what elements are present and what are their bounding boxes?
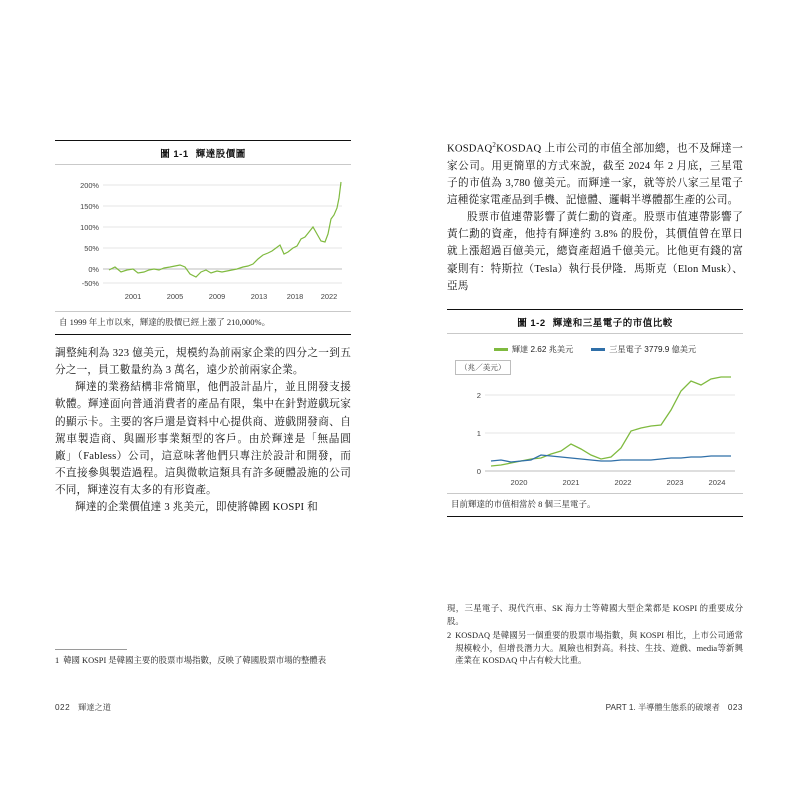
svg-text:-50%: -50% (81, 279, 99, 288)
left-body-text (55, 345, 351, 517)
legend-label-samsung: 三星電子 3779.9 億美元 (609, 344, 697, 354)
right-folio: 023 (727, 703, 743, 712)
legend-label-nvidia: 輝達 2.62 兆美元 (511, 344, 574, 354)
footnote-1-number: 1 (55, 656, 60, 666)
svg-text:2024: 2024 (708, 477, 726, 487)
footnote-2-text: KOSDAQ 是韓國另一個重要的股票市場指數，與 KOSPI 相比，上市公司通常規模較小，但增長潛力大。風險也相對高。科技、生技、遊戲、media等新興產業在 KOSDAQ 中占有較大比重。 (455, 631, 743, 666)
svg-text:2022: 2022 (614, 477, 632, 487)
marketcap-chart (449, 375, 741, 491)
right-paragraph-1 (447, 140, 743, 209)
svg-text:50%: 50% (84, 244, 99, 253)
figure-1-1-label: 圖 1-1 (160, 149, 189, 160)
figure-1-1 (55, 140, 351, 335)
figure-1-2-title: 輝達和三星電子的市值比較 (552, 317, 673, 329)
nvidia-stock-svg (57, 171, 349, 309)
figure-1-2-unit: （兆／美元） (455, 360, 511, 375)
footnote-rule (55, 649, 127, 650)
svg-text:0%: 0% (88, 265, 99, 274)
svg-text:2013: 2013 (250, 292, 268, 301)
footnote-2 (447, 630, 743, 668)
right-footer-group (606, 702, 743, 713)
left-folio: 022 (55, 703, 71, 712)
left-paragraph-3: 輝達的企業價值達 3 兆美元，即使將韓國 KOSPI 和 (75, 502, 318, 514)
marketcap-svg (449, 375, 741, 491)
figure-1-2-body (447, 334, 743, 493)
footnote-1 (55, 655, 351, 668)
svg-text:2023: 2023 (666, 477, 684, 487)
two-page-spread (0, 140, 798, 712)
svg-text:2018: 2018 (286, 292, 304, 301)
left-footnotes (55, 644, 351, 670)
svg-text:100%: 100% (80, 223, 99, 232)
footnote-1-continuation-text: 現，三星電子、現代汽車、SK 海力士等韓國大型企業都是 KOSPI 的重要成分股。 (447, 603, 743, 626)
kosdaq-word: KOSDAQ (447, 143, 493, 155)
svg-text:2005: 2005 (166, 292, 184, 301)
right-paragraph-1-text: KOSDAQ 上市公司的市值全部加總，也不及輝達一家公司。用更簡單的方式來說，截至 2024 年 2 月底，三星電子的市值為 3,780 億美元。而輝達一家，就等於八家三星電子這種從家電產品到手機、記憶體、邏輯半導體都生產的公司。 (447, 143, 743, 206)
footnote-2-number: 2 (447, 631, 452, 641)
figure-1-1-note: 自 1999 年上市以來，輝達的股價已經上漲了 210,000%。 (55, 311, 351, 334)
legend-item-samsung (591, 344, 696, 355)
figure-1-2-label: 圖 1-2 (517, 317, 546, 329)
figure-1-1-title: 輝達股價圖 (195, 149, 246, 160)
legend-swatch-samsung (591, 348, 605, 351)
svg-text:2: 2 (476, 390, 481, 400)
legend-item-nvidia (494, 344, 573, 355)
svg-text:1: 1 (476, 428, 481, 438)
right-paragraph-2: 股票市值連帶影響了黃仁勳的資產。股票市值連帶影響了黃仁勳的資產，他持有輝達約 3.8% 的股份，其價值曾在單日就上漲超過百億美元，總資產超過千億美元。比他更有錢的富豪則有：特斯拉（Tesla）執行長伊隆．馬斯克（Elon Musk）、亞馬 (447, 212, 743, 292)
right-running-head: PART 1. 半導體生態系的破壞者 (605, 703, 720, 712)
figure-1-2-legend (449, 340, 741, 357)
footnote-1-continuation (447, 603, 743, 628)
footnote-1-text: 韓國 KOSPI 是韓國主要的股票市場指數，反映了韓國股票市場的整體表 (63, 656, 327, 666)
left-paragraph-2: 輝達的業務結構非常簡單，他們設計晶片，並且開發支援軟體。輝達面向普通消費者的產品有限，集中在針對遊戲玩家的顯示卡。主要的客戶還是資料中心提供商、遊戲開發商、自駕車製造商、與圖形事業類型的客戶。由於輝達是「無晶圓廠」（Fabless）公司，這意味著他們只專注於設計和開發，而不直接參與製造過程。這與微軟這類具有許多硬體設施的公司不同，輝達沒有太多的有形資產。 (55, 382, 351, 497)
figure-1-1-caption (55, 141, 351, 165)
svg-text:2001: 2001 (124, 292, 142, 301)
svg-text:150%: 150% (80, 202, 99, 211)
right-page (447, 140, 743, 712)
right-footnotes (447, 598, 743, 670)
svg-text:2009: 2009 (208, 292, 226, 301)
svg-text:0: 0 (476, 466, 481, 476)
svg-text:2020: 2020 (510, 477, 528, 487)
svg-text:2021: 2021 (562, 477, 580, 487)
left-page (55, 140, 351, 712)
svg-text:200%: 200% (80, 181, 99, 190)
right-body-text-top (447, 140, 743, 295)
left-footer-group (55, 702, 111, 713)
svg-text:2022: 2022 (320, 292, 338, 301)
left-paragraph-1: 調整純利為 323 億美元，規模約為前兩家企業的四分之一到五分之一，員工數量約為 3 萬名，遠少於前兩家企業。 (55, 347, 351, 377)
figure-1-2 (447, 309, 743, 517)
figure-1-2-caption (447, 310, 743, 334)
figure-1-1-body (55, 165, 351, 311)
left-running-head: 輝達之道 (78, 703, 111, 712)
legend-swatch-nvidia (494, 348, 508, 351)
figure-1-2-note: 目前輝達的市值相當於 8 個三星電子。 (447, 493, 743, 516)
footnote-marker-2: 2 (492, 141, 497, 149)
nvidia-stock-chart (57, 171, 349, 309)
